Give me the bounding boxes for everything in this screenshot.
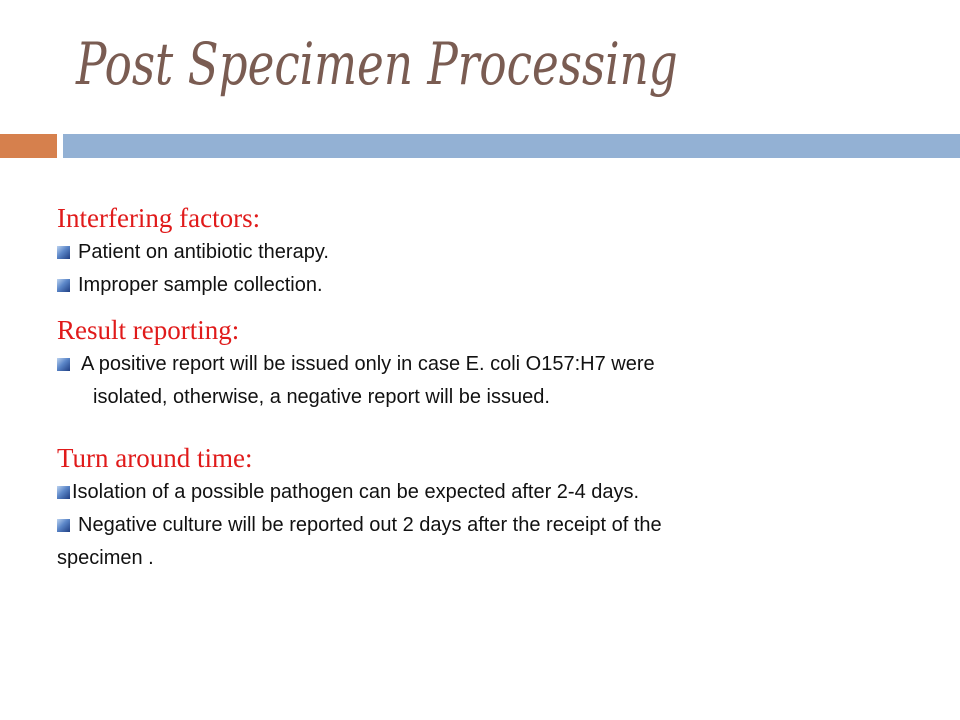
list-item [57, 509, 917, 575]
list-interfering-factors [57, 236, 917, 302]
list-item [57, 348, 917, 414]
list-turn-around-time [57, 476, 917, 575]
heading-turn-around-time: Turn around time: [57, 443, 253, 473]
list-item [57, 269, 917, 302]
bullet-text: Improper sample collection. [78, 274, 323, 296]
list-item [57, 476, 917, 509]
slide-body [57, 200, 917, 575]
list-result-reporting [57, 348, 917, 414]
square-bullet-icon [57, 519, 70, 532]
bullet-text: A positive report will be issued only in case E. coli O157:H7 were [81, 353, 655, 375]
list-item [57, 236, 917, 269]
heading-result-reporting: Result reporting: [57, 315, 240, 345]
square-bullet-icon [57, 279, 70, 292]
square-bullet-icon [57, 486, 70, 499]
accent-bar-orange [0, 134, 57, 158]
accent-bar-blue [63, 134, 960, 158]
bullet-text-continued: isolated, otherwise, a negative report will be issued. [93, 386, 550, 408]
square-bullet-icon [57, 358, 70, 371]
slide-title: Post Specimen Processing [76, 30, 678, 98]
bullet-text: Patient on antibiotic therapy. [78, 241, 329, 263]
bullet-text: Isolation of a possible pathogen can be expected after 2-4 days. [72, 481, 640, 503]
heading-interfering-factors: Interfering factors: [57, 203, 261, 233]
bullet-text: Negative culture will be reported out 2 days after the receipt of the [78, 514, 662, 536]
bullet-text-continued: specimen . [57, 547, 154, 569]
square-bullet-icon [57, 246, 70, 259]
